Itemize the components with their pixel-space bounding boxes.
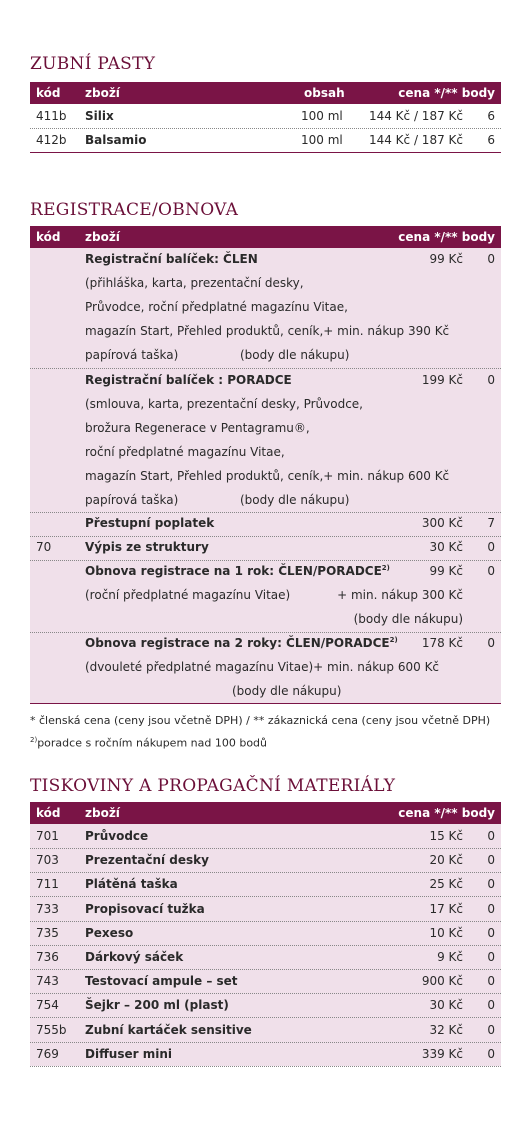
table-row: [30, 128, 501, 153]
section-title: ZUBNÍ PASTY: [30, 54, 156, 74]
package-poradce-desc: roční předplatné magazínu Vitae,: [85, 445, 285, 459]
row-zbozi: Šejkr – 200 ml (plast): [85, 998, 229, 1013]
row-divider: [30, 560, 501, 561]
row-kod: 411b: [36, 109, 67, 123]
row-zbozi: Testovací ampule – set: [85, 974, 238, 989]
row-kod: 754: [36, 998, 59, 1013]
renewal-2y-name: [85, 636, 398, 650]
package-poradce-body: 0: [487, 373, 495, 387]
row-body: 0: [487, 974, 495, 989]
row-kod: 743: [36, 974, 59, 989]
renewal-2y-points-note: (body dle nákupu): [232, 684, 342, 698]
package-clen-name: Registrační balíček: ČLEN: [85, 252, 258, 266]
section-title: REGISTRACE/OBNOVA: [30, 200, 239, 220]
table-row: [30, 1042, 501, 1067]
package-clen-body: 0: [487, 252, 495, 266]
header-zbozi: zboží: [85, 806, 120, 820]
row-zbozi: Průvodce: [85, 829, 149, 843]
row-kod: 703: [36, 853, 59, 868]
footnote-advisor-text: poradce s ročním nákupem nad 100 bodů: [37, 736, 268, 750]
row-cena: 10 Kč: [429, 925, 463, 940]
header-kod: kód: [36, 86, 61, 100]
row-body: 0: [487, 853, 495, 868]
row-zbozi: Plátěná taška: [85, 877, 178, 892]
row-divider: [30, 536, 501, 537]
row-zbozi: Silix: [85, 109, 114, 123]
header-cena-body: cena */** body: [398, 230, 495, 244]
renewal-2y-price: 178 Kč: [421, 636, 463, 650]
row-kod: 755b: [36, 1022, 67, 1037]
table-row: [30, 993, 501, 1018]
footnote-prices: * členská cena (ceny jsou včetně DPH) / ** zákaznická cena (ceny jsou včetně DPH): [30, 714, 491, 727]
header-kod: kód: [36, 806, 61, 820]
row-kod: 733: [36, 901, 59, 916]
row-zbozi: Pexeso: [85, 925, 134, 940]
package-poradce-desc: brožura Regenerace v Pentagramu®,: [85, 421, 310, 435]
renewal-1y-title: Obnova registrace na 1 rok: ČLEN/PORADCE: [85, 564, 382, 578]
row-body: 0: [487, 1046, 495, 1061]
row-cena: 20 Kč: [429, 853, 463, 868]
table-row: [30, 824, 501, 849]
statement-kod: 70: [36, 540, 52, 554]
row-body: 0: [487, 998, 495, 1013]
table-row: [30, 969, 501, 994]
row-kod: 735: [36, 925, 59, 940]
row-divider: [30, 512, 501, 513]
row-cena: 25 Kč: [429, 877, 463, 892]
package-poradce-price: 199 Kč: [421, 373, 463, 387]
row-zbozi: Zubní kartáček sensitive: [85, 1022, 252, 1037]
package-poradce-desc: (smlouva, karta, prezentační desky, Průvodce,: [85, 397, 363, 411]
header-obsah: obsah: [304, 86, 345, 100]
row-body: 6: [487, 133, 495, 147]
row-zbozi: Prezentační desky: [85, 853, 209, 868]
row-cena: 30 Kč: [429, 998, 463, 1013]
row-cena: 144 Kč / 187 Kč: [368, 109, 463, 123]
renewal-2y-body: 0: [487, 636, 495, 650]
footnote-marker: 2): [381, 564, 390, 572]
package-clen-desc: papírová taška): [85, 348, 179, 362]
transfer-fee-name: Přestupní poplatek: [85, 516, 215, 530]
row-kod: 701: [36, 829, 59, 843]
package-poradce-points-note: (body dle nákupu): [240, 493, 350, 507]
renewal-1y-body: 0: [487, 564, 495, 578]
row-obsah: 100 ml: [301, 133, 343, 147]
row-cena: 339 Kč: [421, 1046, 463, 1061]
renewal-2y-desc: (dvouleté předplatné magazínu Vitae)+ min. nákup 600 Kč: [85, 660, 440, 674]
renewal-2y-title: Obnova registrace na 2 roky: ČLEN/PORADCE: [85, 636, 390, 650]
row-zbozi: Balsamio: [85, 133, 147, 147]
package-clen-desc: (přihláška, karta, prezentační desky,: [85, 276, 304, 290]
renewal-1y-price: 99 Kč: [429, 564, 463, 578]
table-header: [30, 82, 501, 104]
row-cena: 9 Kč: [437, 950, 463, 964]
row-cena: 15 Kč: [429, 829, 463, 843]
transfer-fee-body: 7: [487, 516, 495, 530]
row-body: 0: [487, 950, 495, 964]
table-row: [30, 921, 501, 946]
row-divider: [30, 632, 501, 633]
table-header: [30, 802, 501, 824]
row-kod: 769: [36, 1046, 59, 1061]
row-body: 0: [487, 901, 495, 916]
renewal-1y-points-note: (body dle nákupu): [353, 612, 463, 626]
row-kod: 736: [36, 950, 59, 964]
table-row: [30, 945, 501, 970]
footnote-marker: 2): [30, 736, 38, 744]
row-cena: 32 Kč: [429, 1022, 463, 1037]
package-clen-points-note: (body dle nákupu): [240, 348, 350, 362]
renewal-1y-name: [85, 564, 390, 578]
renewal-1y-min-purchase: + min. nákup 300 Kč: [337, 588, 463, 602]
row-kod: 711: [36, 877, 59, 892]
row-zbozi: Diffuser mini: [85, 1046, 172, 1061]
row-body: 0: [487, 1022, 495, 1037]
footnote-marker: 2): [389, 636, 398, 644]
row-cena: 17 Kč: [429, 901, 463, 916]
row-cena: 900 Kč: [421, 974, 463, 989]
header-cena-body: cena */** body: [398, 86, 495, 100]
row-body: 0: [487, 925, 495, 940]
package-poradce-desc: papírová taška): [85, 493, 179, 507]
row-body: 0: [487, 829, 495, 843]
header-kod: kód: [36, 230, 61, 244]
table-row: [30, 104, 501, 129]
row-kod: 412b: [36, 133, 67, 147]
row-body: 6: [487, 109, 495, 123]
renewal-1y-desc: (roční předplatné magazínu Vitae): [85, 588, 291, 602]
package-poradce-desc: magazín Start, Přehled produktů, ceník,+ min. nákup 600 Kč: [85, 469, 450, 483]
table-header: [30, 226, 501, 248]
package-clen-desc: magazín Start, Přehled produktů, ceník,+ min. nákup 390 Kč: [85, 324, 450, 338]
statement-price: 30 Kč: [429, 540, 463, 554]
table-row: [30, 897, 501, 922]
row-obsah: 100 ml: [301, 109, 343, 123]
package-poradce-name: Registrační balíček : PORADCE: [85, 373, 292, 387]
row-body: 0: [487, 877, 495, 892]
header-cena-body: cena */** body: [398, 806, 495, 820]
table-row: [30, 848, 501, 873]
package-clen-desc: Průvodce, roční předplatné magazínu Vitae,: [85, 300, 348, 314]
statement-name: Výpis ze struktury: [85, 540, 209, 554]
table-row: [30, 1018, 501, 1043]
footnote-advisor: [30, 736, 267, 750]
table-row: [30, 872, 501, 897]
package-clen-price: 99 Kč: [429, 252, 463, 266]
row-zbozi: Propisovací tužka: [85, 901, 205, 916]
row-zbozi: Dárkový sáček: [85, 950, 184, 964]
section-title: TISKOVINY A PROPAGAČNÍ MATERIÁLY: [30, 776, 396, 796]
statement-body: 0: [487, 540, 495, 554]
header-zbozi: zboží: [85, 230, 120, 244]
transfer-fee-price: 300 Kč: [421, 516, 463, 530]
row-cena: 144 Kč / 187 Kč: [368, 133, 463, 147]
row-divider: [30, 368, 501, 369]
header-zbozi: zboží: [85, 86, 120, 100]
